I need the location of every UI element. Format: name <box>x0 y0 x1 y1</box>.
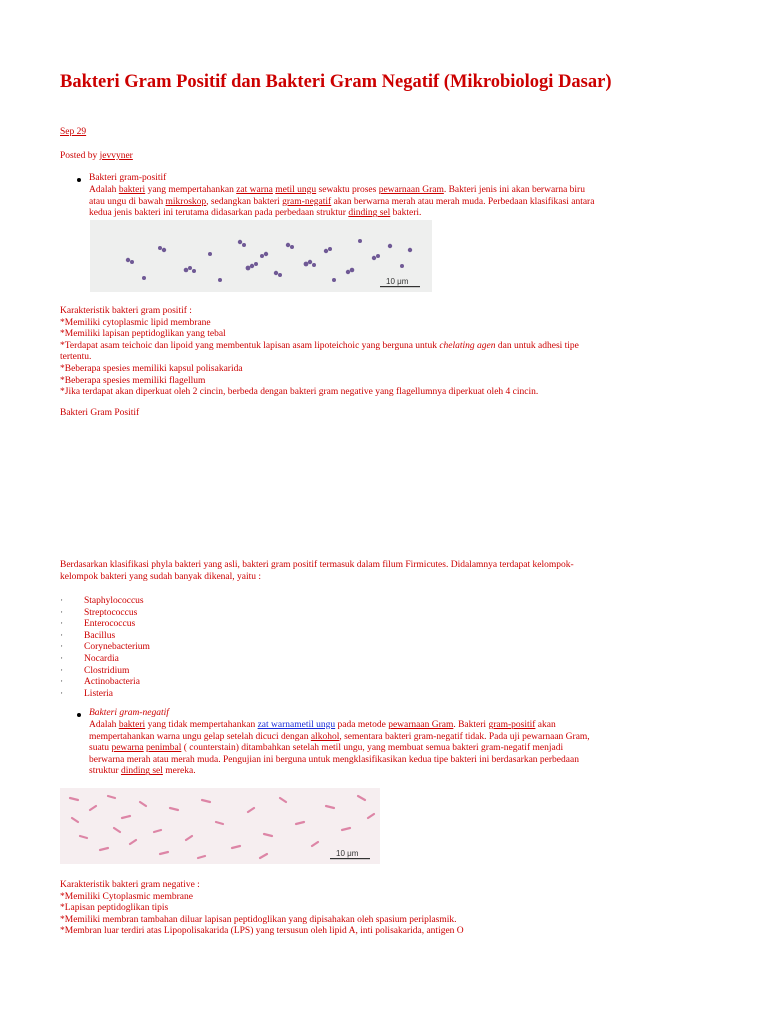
gn-line-1: Adalah bakteri yang tidak mempertahankan zat warnametil ungu pada metode pewarnaan Gram. Bakteri gram-positif akan <box>89 720 556 730</box>
gram-negative-heading: Bakteri gram-negatif <box>89 708 169 718</box>
list-item: · Enterococcus <box>60 619 136 630</box>
link-zat-warna[interactable]: zat warna <box>236 185 273 195</box>
list-bullet <box>77 178 81 182</box>
link-pewarnaan-gram[interactable]: pewarnaan Gram <box>388 720 454 730</box>
link-pewarnaan-gram[interactable]: pewarnaan Gram <box>378 185 444 195</box>
posted-by <box>60 151 133 163</box>
link-penimbal[interactable]: penimbal <box>146 743 182 754</box>
gram-positive-paragraph <box>89 185 629 220</box>
gp-char-item-teichoic: *Terdapat asam teichoic dan lipoid yang membentuk lapisan asam lipoteichoic yang berguna untuk chelating agen dan untuk adhesi tipe <box>60 340 579 351</box>
gn-char-item: *Membran luar terdiri atas Lipopolisakarida (LPS) yang tersusun oleh lipid A, inti polisakarida, antigen O <box>60 926 464 937</box>
gram-negative-micrograph <box>60 788 380 864</box>
gn-line-3: suatu pewarna penimbal ( counterstain) ditambahkan setelah metil ungu, yang membuat semua bakteri gram-negatif menjadi <box>89 743 564 754</box>
gn-line-4: berwarna merah atau merah muda. Pengujian ini berguna untuk mengklasifikasikan kedua tipe bakteri ini berdasarkan perbedaan <box>89 754 579 765</box>
gram-positive-stain-image <box>90 220 432 292</box>
gram-negative-characteristics <box>60 880 710 938</box>
link-alkohol[interactable]: alkohol <box>310 731 340 742</box>
gram-positive-characteristics <box>60 306 710 399</box>
link-mikroskop[interactable]: mikroskop <box>165 196 207 207</box>
posted-by-label: Posted by <box>60 151 98 161</box>
list-bullet <box>77 713 81 717</box>
gp-char-item: *Beberapa spesies memiliki kapsul polisakarida <box>60 363 243 374</box>
link-bakteri[interactable]: bakteri <box>118 720 146 730</box>
gn-line-5: struktur dinding sel mereka. <box>89 766 196 777</box>
link-zat-warna-metil-ungu[interactable]: zat warnametil ungu <box>257 720 336 730</box>
gp-char-item: *Memiliki lapisan peptidoglikan yang tebal <box>60 329 226 340</box>
gp-scale-label: 10 μm <box>386 277 409 286</box>
link-dinding-sel[interactable]: dinding sel <box>348 208 391 219</box>
link-gram-negatif[interactable]: gram-negatif <box>282 196 332 207</box>
gp-char-item: tertentu. <box>60 352 92 363</box>
link-gram-positif[interactable]: gram-positif <box>488 720 536 730</box>
gn-char-item: *Memiliki membran tambahan diluar lapisan peptidoglikan yang dipisahakan oleh spasium periplasmik. <box>60 914 457 925</box>
link-bakteri[interactable]: bakteri <box>118 185 146 195</box>
gram-positive-section-label: Bakteri Gram Positif <box>60 408 140 418</box>
list-item: · Corynebacterium <box>60 642 150 653</box>
gn-char-title: Karakteristik bakteri gram negative : <box>60 880 200 890</box>
phyla-paragraph: Berdasarkan klasifikasi phyla bakteri yang asli, bakteri gram positif termasuk dalam filum Firmicutes. Didalamnya terdapat kelompok- kelompok bakteri yang sudah banyak dikenal, yaitu : <box>60 560 574 582</box>
list-item: · Bacillus <box>60 630 116 641</box>
link-dinding-sel[interactable]: dinding sel <box>120 766 163 777</box>
gram-negative-paragraph <box>89 720 629 778</box>
list-item: · Staphylococcus <box>60 596 144 606</box>
gp-line-3: kedua jenis bakteri ini terutama didasarkan pada perbedaan struktur dinding sel bakteri. <box>89 208 422 219</box>
post-date-link[interactable]: Sep 29 <box>60 127 87 137</box>
gp-line-1: Adalah bakteri yang mempertahankan zat warna metil ungu sewaktu proses pewarnaan Gram. Bakteri jenis ini akan berwarna biru <box>89 185 585 195</box>
page-title: Bakteri Gram Positif dan Bakteri Gram Negatif (Mikrobiologi Dasar) <box>60 72 612 92</box>
list-item: · Streptococcus <box>60 607 138 618</box>
gp-char-item: *Memiliki cytoplasmic lipid membrane <box>60 317 211 328</box>
list-item: · Nocardia <box>60 653 119 664</box>
gram-positive-heading: Bakteri gram-positif <box>89 173 167 183</box>
chelating-agen-text: chelating agen <box>439 340 496 351</box>
gp-char-item: *Jika terdapat akan diperkuat oleh 2 cincin, berbeda dengan bakteri gram negative yang flagellumnya diperkuat oleh 4 cincin. <box>60 387 539 398</box>
list-item: · Clostridium <box>60 665 130 676</box>
author-link[interactable]: jevvyner <box>99 151 133 161</box>
list-item: · Listeria <box>60 688 114 699</box>
gn-line-2: mempertahankan warna ungu gelap setelah dicuci dengan alkohol, sementara bakteri gram-negatif tidak. Pada uji pewarnaan Gram, <box>89 731 590 742</box>
gram-negative-stain-image <box>60 788 380 864</box>
link-pewarna[interactable]: pewarna <box>111 743 144 754</box>
gram-positive-micrograph <box>90 220 432 292</box>
gp-line-2: atau ungu di bawah mikroskop, sedangkan bakteri gram-negatif akan berwarna merah atau merah muda. Perbedaan klasifikasi antara <box>89 196 595 207</box>
list-item: · Actinobacteria <box>60 677 140 688</box>
gn-scale-label: 10 μm <box>336 849 359 858</box>
link-metil-ungu[interactable]: metil ungu <box>275 185 317 195</box>
gp-char-title: Karakteristik bakteri gram positif : <box>60 306 192 316</box>
gn-char-item: *Lapisan peptidoglikan tipis <box>60 903 169 914</box>
gp-char-item: *Beberapa spesies memiliki flagellum <box>60 375 206 386</box>
gn-char-item: *Memiliki Cytoplasmic membrane <box>60 891 193 902</box>
genera-list <box>60 596 360 700</box>
